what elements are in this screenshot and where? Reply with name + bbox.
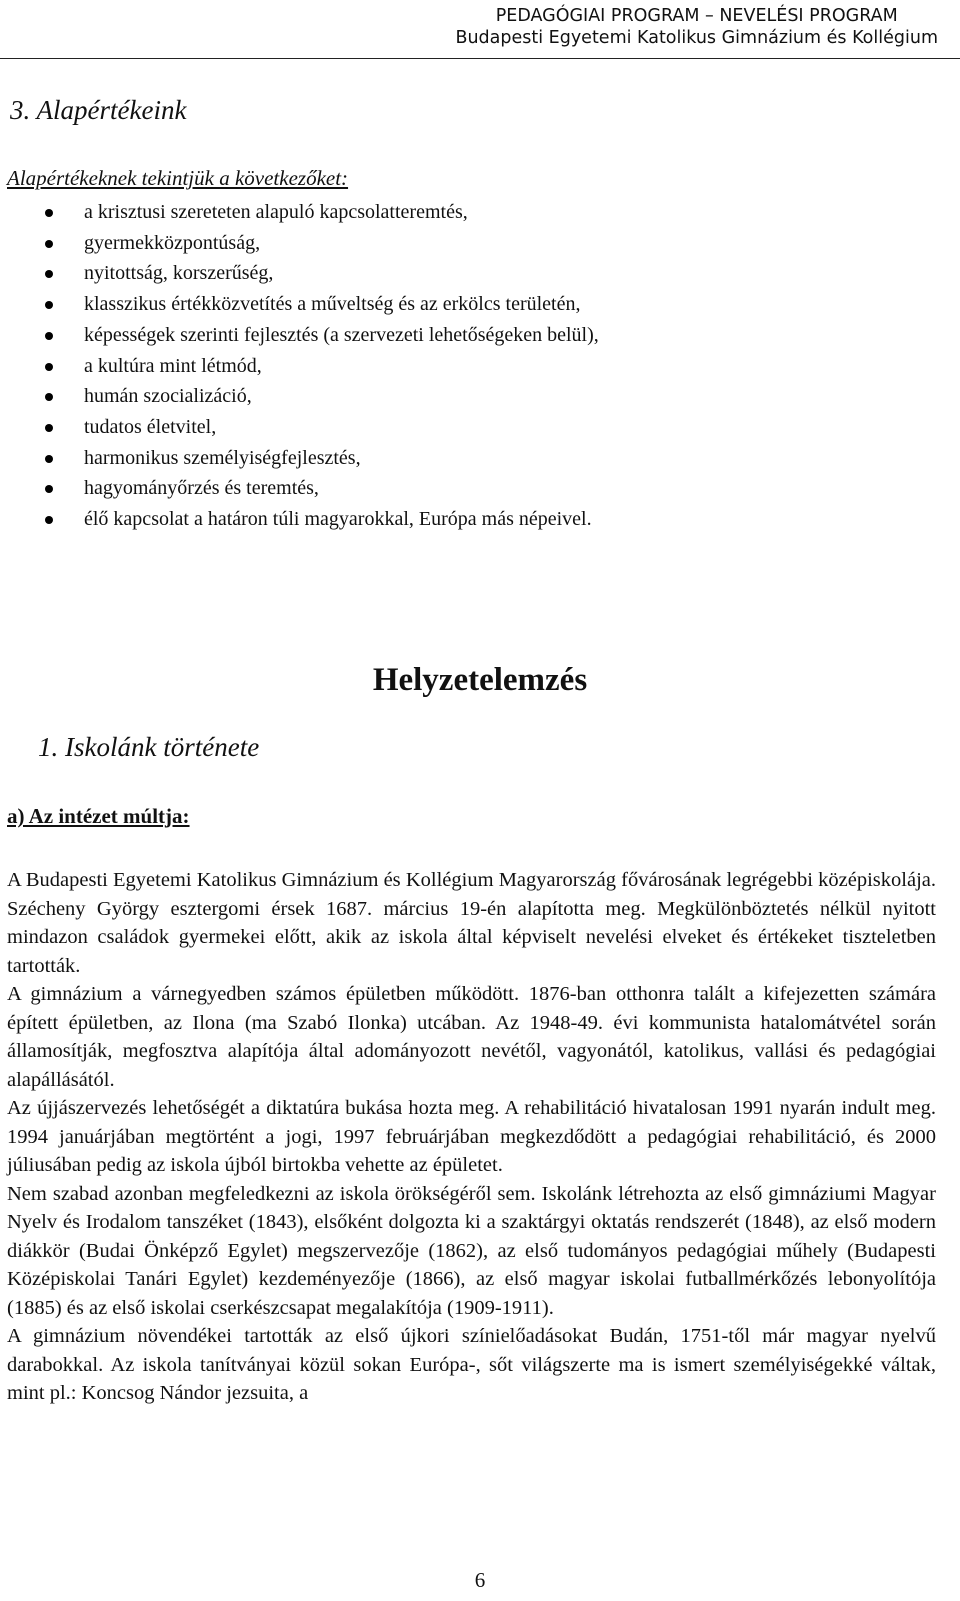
list-item: a krisztusi szereteten alapuló kapcsolatteremtés, <box>0 197 599 228</box>
paragraph: A gimnázium növendékei tartották az első újkori színielőadásokat Budán, 1751-től már magyar nyelvű darabokkal. Az iskola tanítványai közül sokan Európa-, sőt világszerte ma is ismert személyiségekké váltak, mint pl.: Koncsog Nándor jezsuita, a <box>7 1325 936 1404</box>
list-item: harmonikus személyiségfejlesztés, <box>0 443 599 474</box>
list-item: a kultúra mint létmód, <box>0 351 599 382</box>
subheading: 1. Iskolánk története <box>38 732 260 762</box>
list-item: humán szocializáció, <box>0 381 599 412</box>
values-list <box>0 197 599 535</box>
list-item: klasszikus értékközvetítés a műveltség és az erkölcs területén, <box>0 289 599 320</box>
header-title: PEDAGÓGIAI PROGRAM – NEVELÉSI PROGRAM <box>495 6 898 26</box>
paragraph: A Budapesti Egyetemi Katolikus Gimnázium és Kollégium Magyarország fővárosának legrégebbi középiskolája. Szécheny György esztergomi érsek 1687. március 19-én alapította meg. Megkülönböztetés nélkül nyitott mindazon családok gyermekei előtt, akik az iskola által képviselt nevelési elveket és értékeket tiszteletben tartották. <box>7 869 936 977</box>
values-intro: Alapértékeknek tekintjük a következőket: <box>7 166 349 190</box>
list-item: élő kapcsolat a határon túli magyarokkal, Európa más népeivel. <box>0 504 599 535</box>
section-title: 3. Alapértékeink <box>10 95 187 125</box>
paragraph: Az újjászervezés lehetőségét a diktatúra bukása hozta meg. A rehabilitáció hivatalosan 1991 nyarán indult meg. 1994 januárjában megtörtént a jogi, 1997 februárjában megkezdődött a pedagógiai rehabilitáció, és 2000 júliusában pedig az iskola újból birtokba vehette az épületet. <box>7 1097 936 1176</box>
paragraph: A gimnázium a várnegyedben számos épületben működött. 1876-ban otthonra talált a kifejezetten számára épített épületben, az Ilona (ma Szabó Ilonka) utcában. Az 1948-49. évi kommunista hatalomátvétel során államosítják, megfosztva alapítója által adományozott nevétől, vagyonától, katolikus, vallási és pedagógiai alapállásától. <box>7 983 936 1091</box>
header-school: Budapesti Egyetemi Katolikus Gimnázium és Kollégium <box>455 28 938 48</box>
list-item: hagyományőrzés és teremtés, <box>0 473 599 504</box>
list-item: tudatos életvitel, <box>0 412 599 443</box>
paragraph: Nem szabad azonban megfeledkezni az iskola örökségéről sem. Iskolánk létrehozta az első gimnáziumi Magyar Nyelv és Irodalom tanszéket (1843), elsőként dolgozta ki a szaktárgyi oktatás rendszerét (1848), az első modern diákkör (Budai Önképző Egylet) megszervezője (1862), az első tudományos pedagógiai műhely (Budapesti Középiskolai Tanári Egylet) kezdeményezője (1866), az első magyar iskolai futballmérkőzés lebonyolítója (1885) és az első iskolai cserkészcsapat megalakítója (1909-1911). <box>7 1182 936 1319</box>
list-item: gyermekközpontúság, <box>0 228 599 259</box>
subsection-title: a) Az intézet múltja: <box>7 804 190 828</box>
header-divider <box>0 58 960 59</box>
list-item: nyitottság, korszerűség, <box>0 258 599 289</box>
history-text <box>7 866 936 1408</box>
main-heading: Helyzetelemzés <box>372 662 588 698</box>
page-header <box>455 5 938 49</box>
list-item: képességek szerinti fejlesztés (a szervezeti lehetőségeken belül), <box>0 320 599 351</box>
page-number: 6 <box>474 1568 486 1592</box>
